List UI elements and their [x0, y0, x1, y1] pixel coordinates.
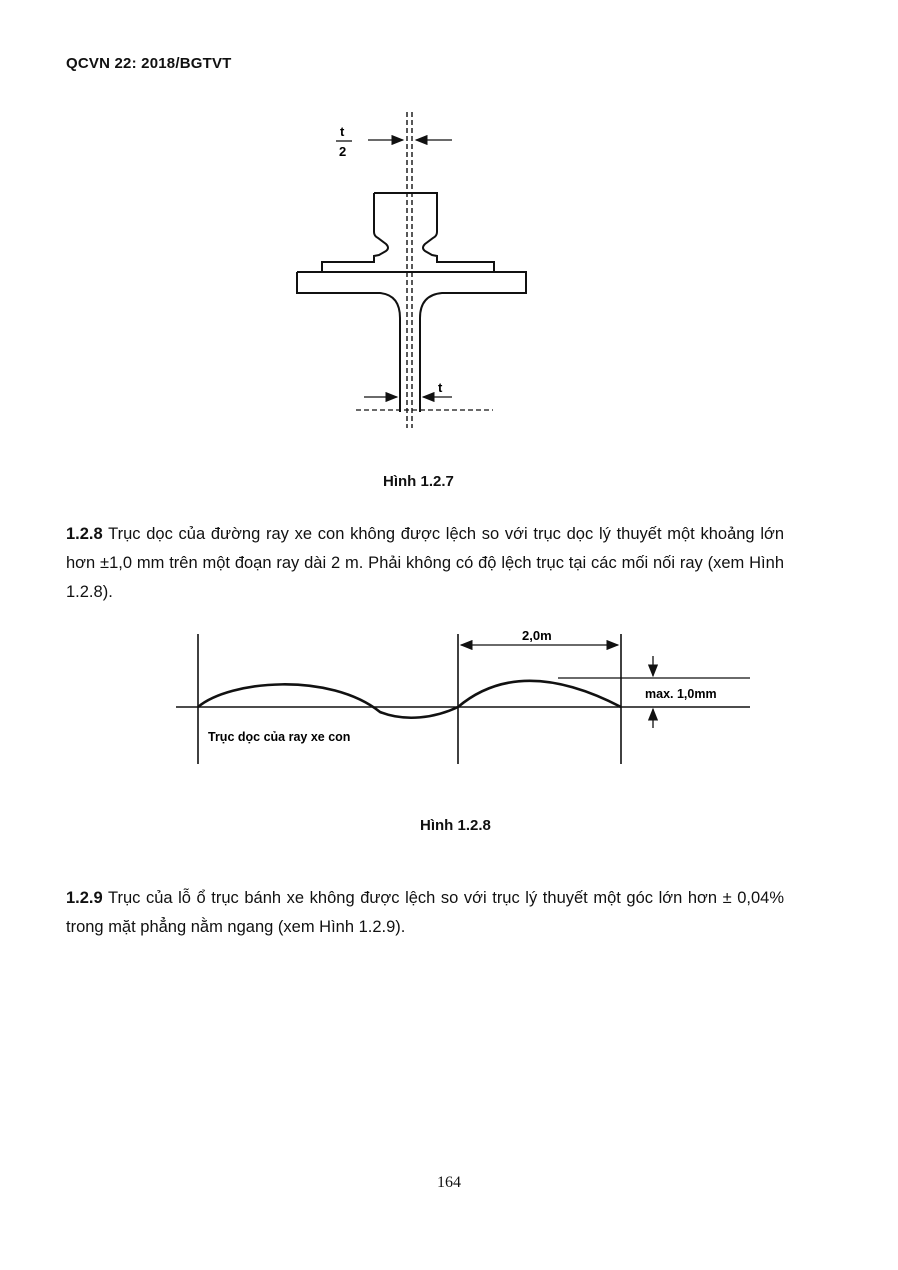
section-129-text: Trục của lỗ ổ trục bánh xe không được lệch so với trục lý thuyết một góc lớn hơn ± 0,04% trong mặt phẳng nằm ngang (xem Hình 1.2.9). [66, 889, 784, 936]
figure-caption-127: Hình 1.2.7 [383, 473, 454, 490]
rail-deviation-curve [198, 681, 621, 718]
section-128-text: Trục dọc của đường ray xe con không được lệch so với trục dọc lý thuyết một khoảng lớn hơn ±1,0 mm trên một đoạn ray dài 2 m. Phải không có độ lệch trục tại các mối nối ray (xem Hình 1.2.8). [66, 525, 784, 601]
section-128-number: 1.2.8 [66, 525, 103, 543]
half-t-denominator: 2 [339, 144, 347, 159]
figure-caption-128: Hình 1.2.8 [420, 817, 491, 834]
document-header: QCVN 22: 2018/BGTVT [66, 55, 232, 72]
t-label: t [438, 380, 443, 395]
max-deviation-label: max. 1,0mm [645, 687, 717, 701]
span-label: 2,0m [522, 628, 552, 643]
rail-axis-label: Trục dọc của ray xe con [208, 730, 351, 744]
page-number: 164 [437, 1174, 461, 1191]
section-129-number: 1.2.9 [66, 889, 103, 907]
section-129-paragraph [66, 884, 784, 942]
half-t-numerator: t [340, 124, 345, 139]
